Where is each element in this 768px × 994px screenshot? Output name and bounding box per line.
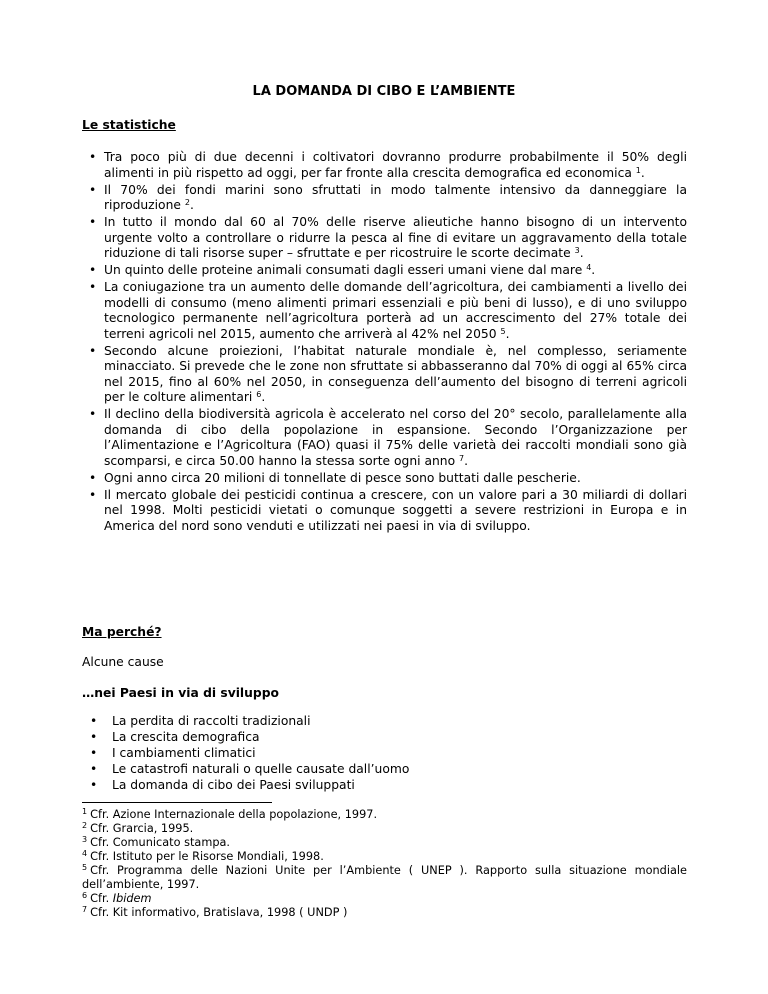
bullet-icon: • (89, 407, 97, 421)
footnote: $^1$ Cfr. Azione Internazionale della popolazione, 1997. (82, 807, 378, 821)
bullet-icon: • (89, 487, 97, 502)
list-item: • La coniugazione tra un aumento delle domande dell’agricoltura, dei cambiamenti a livello dei modelli di consumo (meno alimenti primari essenziali e più beni di lusso), e di uno sviluppo tecnologico permanente nell’agricoltura porterà ad un accrescimento del 27% totale dei terreni agricoli nel 2015, aumento che arriverà al 42% nel 2050 $^5$. (89, 280, 687, 341)
footnote-number: 5 (82, 863, 88, 872)
bullet-icon: • (89, 215, 97, 229)
document-title: LA DOMANDA DI CIBO E L’AMBIENTE (252, 84, 516, 99)
bullet-icon: • (89, 263, 97, 277)
causes-subheading: …nei Paesi in via di sviluppo (82, 686, 279, 700)
list-item: • Il declino della biodiversità agricola è accelerato nel corso del 20° secolo, parallelamente alla domanda di cibo della popolazione in espansione. Secondo l’Organizzazione per l’Alimentazione e l’Agricoltura (FAO) quasi il 75% delle varietà dei raccolti mondiali sono già scomparsi, e circa 50.00 hanno la stessa sorte ogni anno $^7$. (89, 407, 687, 468)
footnote-number: 1 (82, 807, 88, 816)
list-item: • In tutto il mondo dal 60 al 70% delle riserve alieutiche hanno bisogno di un intervento urgente volto a controllare o ridurre la pesca al fine di evitare un aggravamento della totale riduzione di tali risorse super – sfruttate e per ricostruire le scorte decimate $^3$. (89, 215, 687, 260)
bullet-icon: • (90, 778, 98, 792)
footnote-number: 6 (82, 891, 88, 900)
section-heading-why: Ma perché? (82, 625, 162, 639)
bullet-icon: • (89, 470, 97, 485)
footnote-ref: 6 (256, 390, 262, 399)
footnote-number: 4 (82, 849, 88, 858)
footnote-ref: 3 (574, 246, 580, 255)
footnote-ref: 1 (635, 165, 641, 175)
list-item: • La domanda di cibo dei Paesi sviluppati (90, 778, 355, 792)
bullet-icon: • (90, 762, 98, 776)
list-item: • La perdita di raccolti tradizionali (90, 714, 311, 728)
footnote: $^4$ Cfr. Istituto per le Risorse Mondiali, 1998. (82, 849, 324, 863)
footnote-ref: 4 (586, 263, 592, 272)
footnote: $^2$ Cfr. Grarcia, 1995. (82, 821, 194, 835)
statistics-list (82, 150, 687, 536)
list-item: • Un quinto delle proteine animali consumati dagli esseri umani viene dal mare $^4$. (89, 263, 596, 277)
footnotes (82, 808, 687, 920)
footnote-number: 2 (82, 821, 88, 830)
footnote-separator (82, 802, 272, 803)
footnote-number: 3 (82, 835, 88, 844)
list-item: • Secondo alcune proiezioni, l’habitat naturale mondiale è, nel complesso, seriamente minacciato. Si prevede che le zone non sfruttate si abbasseranno dal 70% di oggi al 65% circa nel 2015, fino al 60% nel 2050, in conseguenza dell’aumento del bisogno di terreni agricoli per le colture alimentari $^6$. (89, 343, 687, 404)
causes-list (82, 713, 409, 793)
bullet-icon: • (89, 150, 97, 164)
bullet-icon: • (90, 714, 98, 728)
bullet-icon: • (90, 746, 98, 760)
list-item: • La crescita demografica (90, 730, 260, 744)
footnote-number: 7 (82, 905, 88, 914)
section-heading-statistics: Le statistiche (82, 118, 176, 132)
bullet-icon: • (90, 730, 98, 744)
footnote: $^3$ Cfr. Comunicato stampa. (82, 835, 231, 849)
bullet-icon: • (89, 182, 97, 197)
footnote-ref: 5 (500, 326, 506, 336)
footnote: $^6$ Cfr. Ibidem (82, 891, 152, 905)
footnote-ref: 7 (459, 453, 465, 463)
bullet-icon: • (89, 343, 97, 358)
list-item: • Le catastrofi naturali o quelle causate dall’uomo (90, 762, 410, 776)
list-item: • Ogni anno circa 20 milioni di tonnellate di pesce sono buttati dalle pescherie. (89, 470, 581, 485)
footnote: $^7$ Cfr. Kit informativo, Bratislava, 1998 ( UNDP ) (82, 905, 348, 919)
footnote-ref: 2 (184, 198, 190, 207)
list-item: • I cambiamenti climatici (90, 746, 256, 760)
list-item: • Tra poco più di due decenni i coltivatori dovranno produrre probabilmente il 50% degli alimenti in più rispetto ad oggi, per far fronte alla crescita demografica ed economica $^1$. (89, 150, 687, 180)
footnote: $^5$ Cfr. Programma delle Nazioni Unite per l’Ambiente ( UNEP ). Rapporto sulla situazione mondiale dell’ambiente, 1997. (82, 863, 687, 891)
causes-intro: Alcune cause (82, 655, 164, 669)
bullet-icon: • (89, 280, 97, 294)
list-item: • Il 70% dei fondi marini sono sfruttati in modo talmente intensivo da danneggiare la riproduzione $^2$. (89, 182, 687, 212)
list-item: • Il mercato globale dei pesticidi continua a crescere, con un valore pari a 30 miliardi di dollari nel 1998. Molti pesticidi vietati o comunque soggetti a severe restrizioni in Europa e in America del nord sono venduti e utilizzati nei paesi in via di sviluppo. (89, 487, 687, 533)
